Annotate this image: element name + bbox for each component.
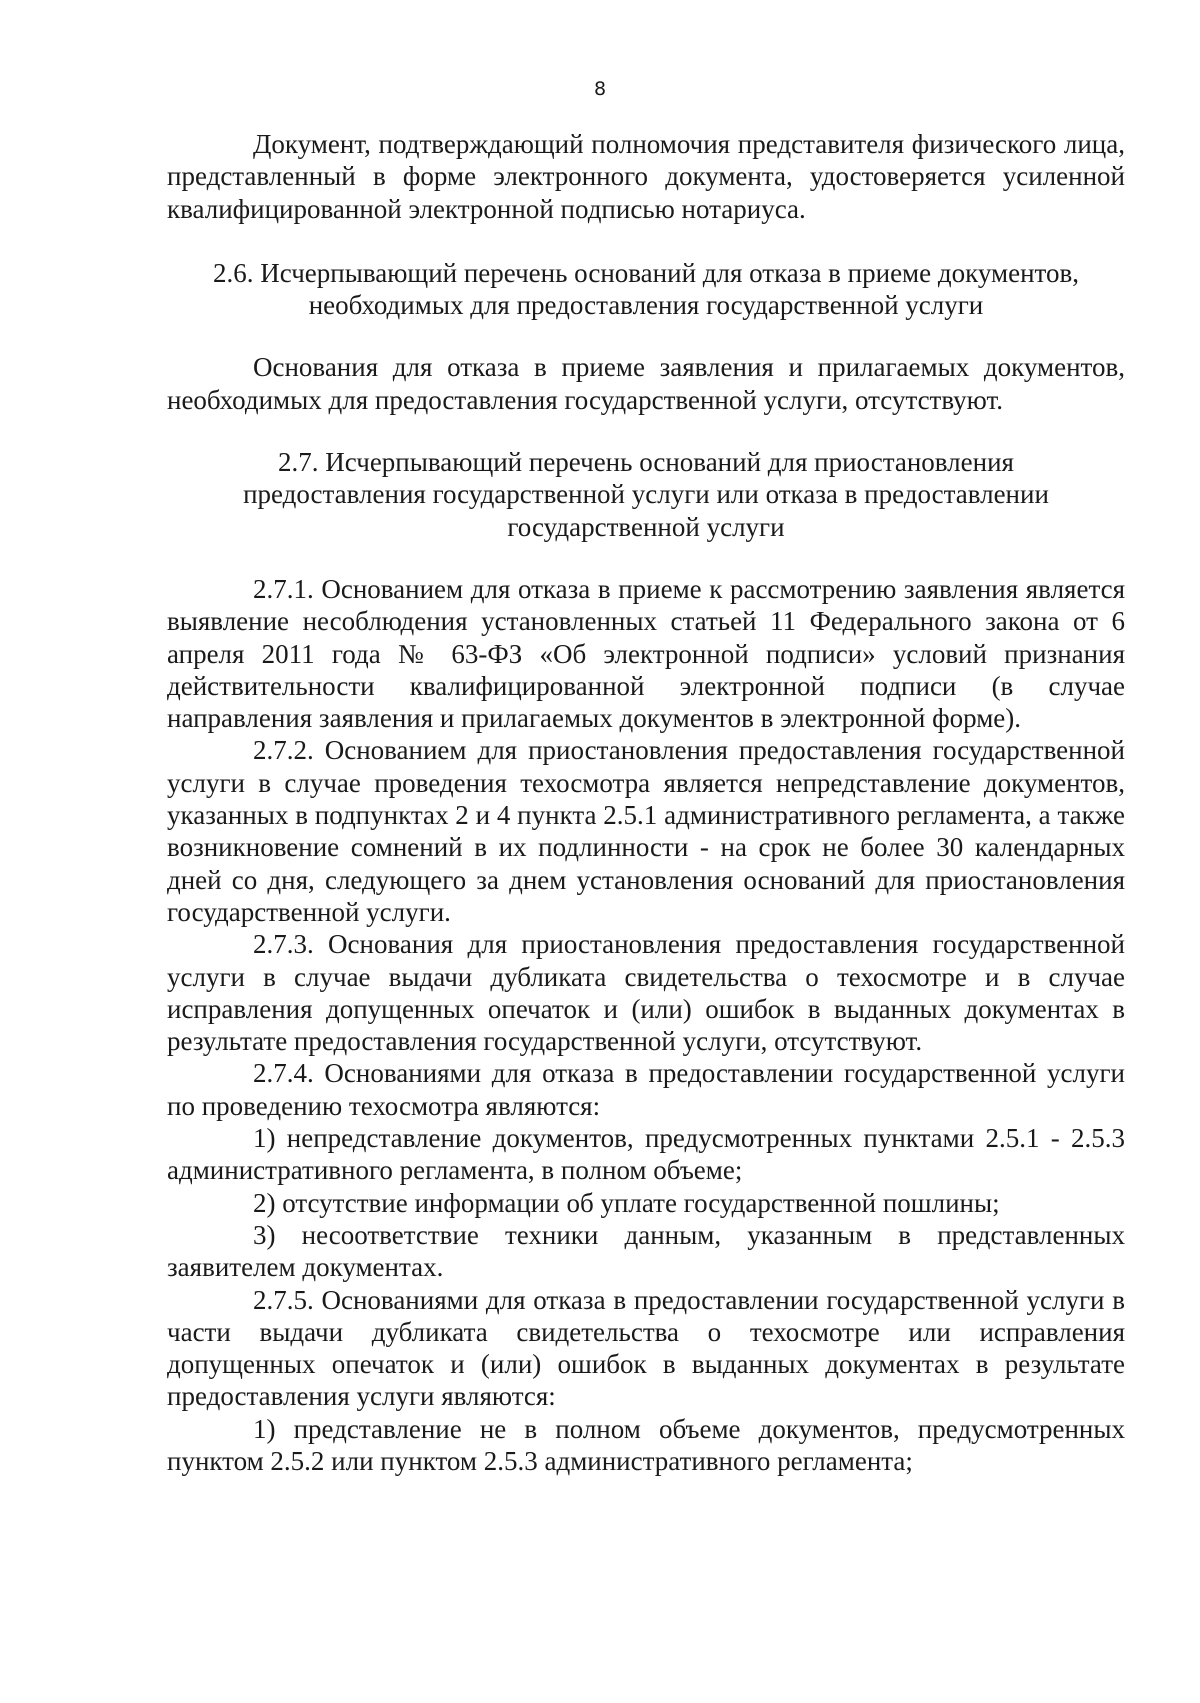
paragraph-2-7-2: 2.7.2. Основанием для приостановления предоставления государственной услуги в случае проведения техосмотра является непредставление документов, указанных в подпунктах 2 и 4 пункта 2.5.1 административного регламента, а также возникновение сомнений в их подлинности - на срок не более 30 календарных дней со дня, следующего за днем установления оснований для приостановления государственной услуги. [167,735,1125,927]
paragraph-no-grounds-refusal: Основания для отказа в приеме заявления и прилагаемых документов, необходимых для предоставления государственной услуги, отсутствуют. [167,352,1125,415]
list-item-2-7-4-2: 2) отсутствие информации об уплате государственной пошлины; [253,1187,1000,1218]
paragraph-2-7-5: 2.7.5. Основаниями для отказа в предоставлении государственной услуги в части выдачи дубликата свидетельства о техосмотре или исправления допущенных опечаток и (или) ошибок в выданных документах в результате предоставления услуги являются: [167,1284,1125,1412]
paragraph-2-7-4: 2.7.4. Основаниями для отказа в предоставлении государственной услуги по проведению техосмотра являются: [167,1058,1125,1121]
paragraph-2-7-3: 2.7.3. Основания для приостановления предоставления государственной услуги в случае выдачи дубликата свидетельства о техосмотре и в случае исправления допущенных опечаток и (или) ошибок в выданных документах в результате предоставления государственной услуги, отсутствуют. [167,929,1125,1057]
list-item-2-7-5-1: 1) представление не в полном объеме документов, предусмотренных пунктом 2.5.2 или пунктом 2.5.3 административного регламента; [167,1413,1125,1476]
paragraph-2-7-1: 2.7.1. Основанием для отказа в приеме к рассмотрению заявления является выявление несоблюдения установленных статьей 11 Федерального закона от 6 апреля 2011 года № 63-ФЗ «Об электронной подписи» условий признания действительности квалифицированной электронной подписи (в случае направления заявления и прилагаемых документов в электронной форме). [167,573,1125,734]
list-item-2-7-4-3: 3) несоответствие техники данным, указанным в представленных заявителем документах. [167,1219,1125,1283]
paragraph-representative-document: Документ, подтверждающий полномочия представителя физического лица, представленный в форме электронного документа, удостоверяется усиленной квалифицированной электронной подписью нотариуса. [167,129,1125,224]
list-item-2-7-4-1: 1) непредставление документов, предусмотренных пунктами 2.5.1 - 2.5.3 административного регламента, в полном объеме; [167,1123,1125,1186]
document-body [167,128,1125,1477]
page-number: 8 [593,78,607,100]
section-heading-2-6: 2.6. Исчерпывающий перечень оснований для отказа в приеме документов, необходимых для предоставления государственной услуги [213,257,1079,321]
section-heading-2-7: 2.7. Исчерпывающий перечень оснований для приостановления предоставления государственной услуги или отказа в предоставлении государственной услуги [243,447,1049,542]
